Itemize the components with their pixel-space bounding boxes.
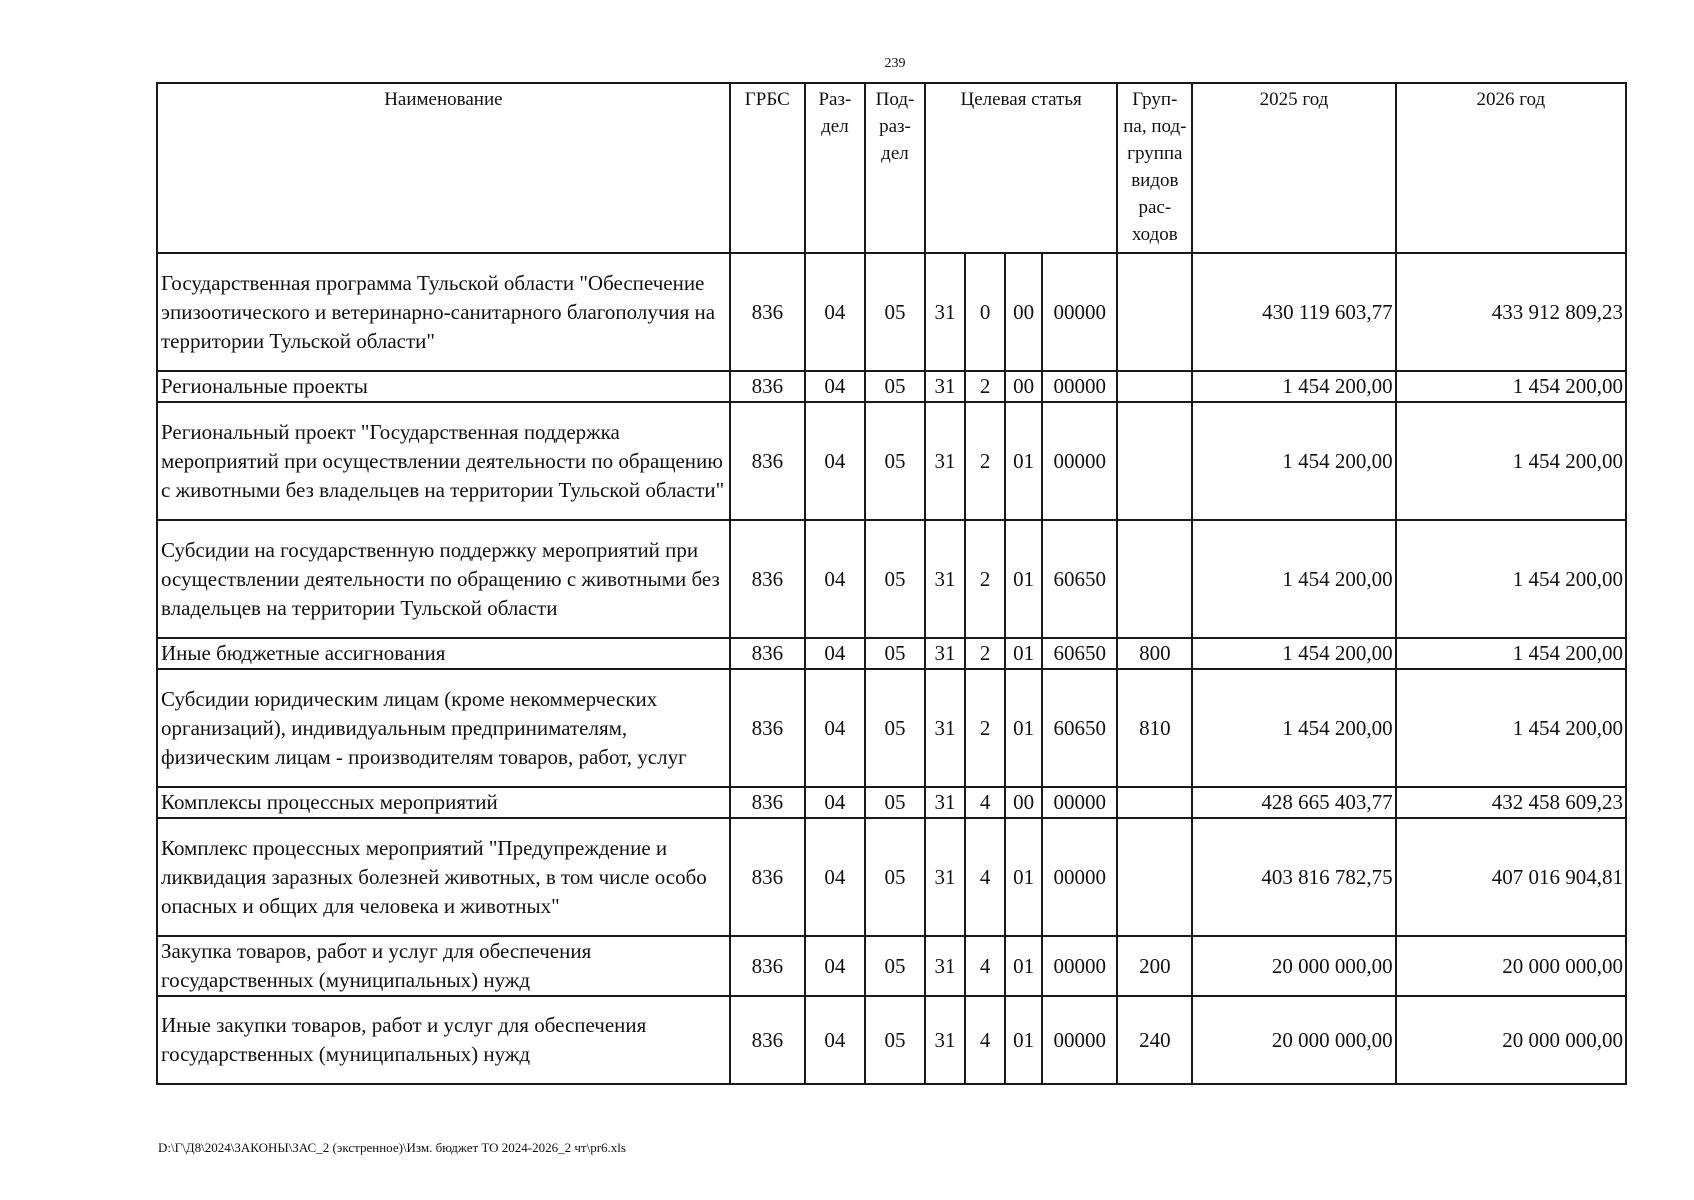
row-razdel: 04 [805, 787, 865, 818]
table-row [157, 402, 1626, 520]
row-amount-2026: 433 912 809,23 [1396, 253, 1626, 371]
header-name: Наименование [157, 83, 730, 253]
row-name: Комплексы процессных мероприятий [157, 787, 730, 818]
row-amount-2026: 20 000 000,00 [1396, 936, 1626, 996]
row-amount-2025: 1 454 200,00 [1192, 638, 1395, 669]
row-razdel: 04 [805, 996, 865, 1084]
row-podrazdel: 05 [865, 402, 925, 520]
row-razdel: 04 [805, 520, 865, 638]
row-vr [1117, 253, 1192, 371]
table-row [157, 253, 1626, 371]
row-grbs: 836 [730, 402, 805, 520]
row-grbs: 836 [730, 818, 805, 936]
row-cs-direction: 60650 [1042, 638, 1117, 669]
row-grbs: 836 [730, 669, 805, 787]
row-cs-program: 31 [925, 253, 965, 371]
row-amount-2025: 403 816 782,75 [1192, 818, 1395, 936]
row-cs-program: 31 [925, 402, 965, 520]
row-cs-element: 01 [1005, 638, 1042, 669]
row-amount-2025: 1 454 200,00 [1192, 371, 1395, 402]
row-amount-2025: 428 665 403,77 [1192, 787, 1395, 818]
table-row [157, 520, 1626, 638]
row-cs-type: 2 [965, 371, 1005, 402]
row-cs-element: 00 [1005, 787, 1042, 818]
row-amount-2025: 20 000 000,00 [1192, 996, 1395, 1084]
table-row [157, 818, 1626, 936]
row-cs-element: 01 [1005, 936, 1042, 996]
row-vr [1117, 520, 1192, 638]
row-cs-type: 2 [965, 669, 1005, 787]
row-podrazdel: 05 [865, 818, 925, 936]
row-razdel: 04 [805, 818, 865, 936]
row-cs-type: 4 [965, 818, 1005, 936]
table-row [157, 996, 1626, 1084]
row-cs-element: 01 [1005, 996, 1042, 1084]
row-cs-direction: 00000 [1042, 371, 1117, 402]
row-amount-2026: 432 458 609,23 [1396, 787, 1626, 818]
row-vr: 240 [1117, 996, 1192, 1084]
row-cs-element: 01 [1005, 818, 1042, 936]
row-grbs: 836 [730, 996, 805, 1084]
header-year-2025: 2025 год [1192, 83, 1395, 253]
header-year-2026: 2026 год [1396, 83, 1626, 253]
row-amount-2026: 1 454 200,00 [1396, 638, 1626, 669]
row-cs-element: 01 [1005, 520, 1042, 638]
row-amount-2026: 1 454 200,00 [1396, 402, 1626, 520]
row-name: Субсидии юридическим лицам (кроме некоммерческих организаций), индивидуальным предпринимателям, физическим лицам - производителям товаров, работ, услуг [157, 669, 730, 787]
row-grbs: 836 [730, 936, 805, 996]
row-cs-direction: 60650 [1042, 669, 1117, 787]
row-podrazdel: 05 [865, 787, 925, 818]
row-cs-type: 0 [965, 253, 1005, 371]
footer-file-path: D:\Г\Д8\2024\ЗАКОНЫ\ЗАС_2 (экстренное)\Изм. бюджет ТО 2024-2026_2 чт\pr6.xls [158, 1140, 626, 1155]
row-amount-2026: 20 000 000,00 [1396, 996, 1626, 1084]
table-header-row [157, 83, 1626, 253]
budget-table [156, 82, 1627, 1085]
row-vr [1117, 371, 1192, 402]
row-podrazdel: 05 [865, 669, 925, 787]
row-grbs: 836 [730, 371, 805, 402]
row-cs-type: 4 [965, 787, 1005, 818]
row-cs-program: 31 [925, 818, 965, 936]
header-podrazdel: Под- раз- дел [865, 83, 925, 253]
table-row [157, 787, 1626, 818]
row-amount-2025: 1 454 200,00 [1192, 669, 1395, 787]
row-cs-direction: 00000 [1042, 936, 1117, 996]
row-cs-type: 4 [965, 996, 1005, 1084]
row-amount-2025: 1 454 200,00 [1192, 520, 1395, 638]
row-podrazdel: 05 [865, 936, 925, 996]
row-cs-type: 4 [965, 936, 1005, 996]
row-cs-direction: 00000 [1042, 253, 1117, 371]
row-razdel: 04 [805, 638, 865, 669]
row-amount-2026: 1 454 200,00 [1396, 371, 1626, 402]
row-razdel: 04 [805, 669, 865, 787]
table-row [157, 936, 1626, 996]
row-amount-2025: 20 000 000,00 [1192, 936, 1395, 996]
row-vr [1117, 402, 1192, 520]
row-vr: 800 [1117, 638, 1192, 669]
row-name: Комплекс процессных мероприятий "Предупреждение и ликвидация заразных болезней животных, в том числе особо опасных и общих для человека и животных" [157, 818, 730, 936]
row-amount-2026: 1 454 200,00 [1396, 669, 1626, 787]
row-amount-2025: 1 454 200,00 [1192, 402, 1395, 520]
row-amount-2026: 1 454 200,00 [1396, 520, 1626, 638]
row-vr [1117, 787, 1192, 818]
row-vr: 810 [1117, 669, 1192, 787]
row-podrazdel: 05 [865, 371, 925, 402]
row-name: Закупка товаров, работ и услуг для обеспечения государственных (муниципальных) нужд [157, 936, 730, 996]
row-podrazdel: 05 [865, 253, 925, 371]
row-name: Региональные проекты [157, 371, 730, 402]
row-podrazdel: 05 [865, 996, 925, 1084]
row-vr [1117, 818, 1192, 936]
row-name: Субсидии на государственную поддержку мероприятий при осуществлении деятельности по обращению с животными без владельцев на территории Тульской области [157, 520, 730, 638]
header-gruppa-vidov-rashodov: Груп- па, под- группа видов рас- ходов [1117, 83, 1192, 253]
row-cs-program: 31 [925, 520, 965, 638]
row-grbs: 836 [730, 253, 805, 371]
row-name: Иные закупки товаров, работ и услуг для обеспечения государственных (муниципальных) нужд [157, 996, 730, 1084]
row-cs-program: 31 [925, 996, 965, 1084]
row-razdel: 04 [805, 253, 865, 371]
row-razdel: 04 [805, 402, 865, 520]
row-name: Региональный проект "Государственная поддержка мероприятий при осуществлении деятельности по обращению с животными без владельцев на территории Тульской области" [157, 402, 730, 520]
row-cs-element: 01 [1005, 402, 1042, 520]
row-cs-element: 01 [1005, 669, 1042, 787]
row-cs-program: 31 [925, 787, 965, 818]
row-amount-2025: 430 119 603,77 [1192, 253, 1395, 371]
header-celevaya-statya: Целевая статья [925, 83, 1117, 253]
page-number: 239 [884, 56, 906, 71]
row-cs-type: 2 [965, 402, 1005, 520]
row-razdel: 04 [805, 371, 865, 402]
table-row [157, 371, 1626, 402]
row-cs-direction: 00000 [1042, 787, 1117, 818]
table-row [157, 638, 1626, 669]
header-grbs: ГРБС [730, 83, 805, 253]
row-cs-direction: 60650 [1042, 520, 1117, 638]
row-cs-program: 31 [925, 936, 965, 996]
row-razdel: 04 [805, 936, 865, 996]
row-cs-type: 2 [965, 638, 1005, 669]
row-cs-direction: 00000 [1042, 402, 1117, 520]
row-cs-program: 31 [925, 371, 965, 402]
row-cs-element: 00 [1005, 371, 1042, 402]
table-row [157, 669, 1626, 787]
row-cs-element: 00 [1005, 253, 1042, 371]
row-cs-type: 2 [965, 520, 1005, 638]
row-cs-program: 31 [925, 669, 965, 787]
row-grbs: 836 [730, 520, 805, 638]
row-name: Государственная программа Тульской области "Обеспечение эпизоотического и ветеринарно-санитарного благополучия на территории Тульской области" [157, 253, 730, 371]
row-grbs: 836 [730, 638, 805, 669]
row-cs-direction: 00000 [1042, 996, 1117, 1084]
header-razdel: Раз- дел [805, 83, 865, 253]
row-vr: 200 [1117, 936, 1192, 996]
row-grbs: 836 [730, 787, 805, 818]
row-name: Иные бюджетные ассигнования [157, 638, 730, 669]
row-podrazdel: 05 [865, 520, 925, 638]
row-cs-program: 31 [925, 638, 965, 669]
row-cs-direction: 00000 [1042, 818, 1117, 936]
row-amount-2026: 407 016 904,81 [1396, 818, 1626, 936]
row-podrazdel: 05 [865, 638, 925, 669]
